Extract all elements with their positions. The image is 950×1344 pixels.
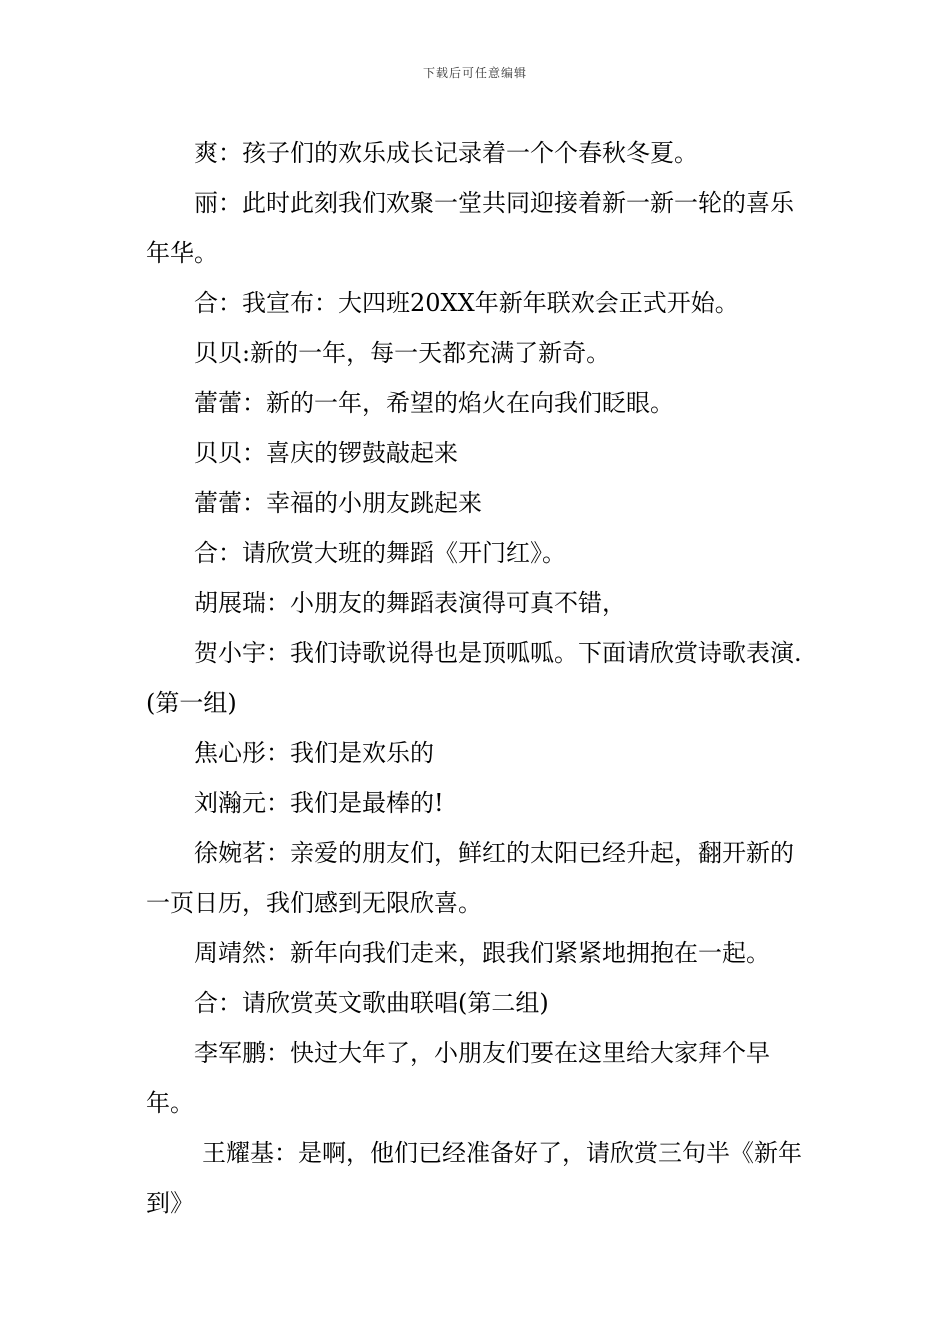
paragraph: 蕾蕾：新的一年，希望的焰火在向我们眨眼。 xyxy=(194,389,674,417)
paragraph: 爽：孩子们的欢乐成长记录着一个个春秋冬夏。 xyxy=(194,139,698,167)
paragraph: 合：请欣赏英文歌曲联唱(第二组) xyxy=(194,989,549,1017)
document-body xyxy=(146,128,810,1228)
paragraph: 王耀基：是啊，他们已经准备好了，请欣赏三句半《新年到》 xyxy=(146,1139,802,1217)
paragraph: 焦心彤：我们是欢乐的 xyxy=(194,739,434,767)
paragraph: 贝贝:新的一年，每一天都充满了新奇。 xyxy=(194,339,611,367)
paragraph: 周靖然：新年向我们走来，跟我们紧紧地拥抱在一起。 xyxy=(194,939,770,967)
paragraph: 胡展瑞：小朋友的舞蹈表演得可真不错， xyxy=(194,589,626,617)
paragraph: 贝贝：喜庆的锣鼓敲起来 xyxy=(194,439,458,467)
page-header: 下载后可任意编辑 xyxy=(422,66,527,80)
paragraph: 李军鹏：快过大年了，小朋友们要在这里给大家拜个早年。 xyxy=(146,1039,770,1117)
paragraph: 蕾蕾：幸福的小朋友跳起来 xyxy=(194,489,482,517)
paragraph: 贺小宇：我们诗歌说得也是顶呱呱。下面请欣赏诗歌表演.(第一组) xyxy=(146,639,802,717)
paragraph: 刘瀚元：我们是最棒的! xyxy=(194,789,444,817)
paragraph: 徐婉茗：亲爱的朋友们，鲜红的太阳已经升起，翻开新的一页日历，我们感到无限欣喜。 xyxy=(146,839,794,917)
paragraph: 合：请欣赏大班的舞蹈《开门红》。 xyxy=(194,539,566,567)
paragraph: 合：我宣布：大四班20XX年新年联欢会正式开始。 xyxy=(194,289,739,317)
paragraph: 丽：此时此刻我们欢聚一堂共同迎接着新一新一轮的喜乐年华。 xyxy=(146,189,794,267)
